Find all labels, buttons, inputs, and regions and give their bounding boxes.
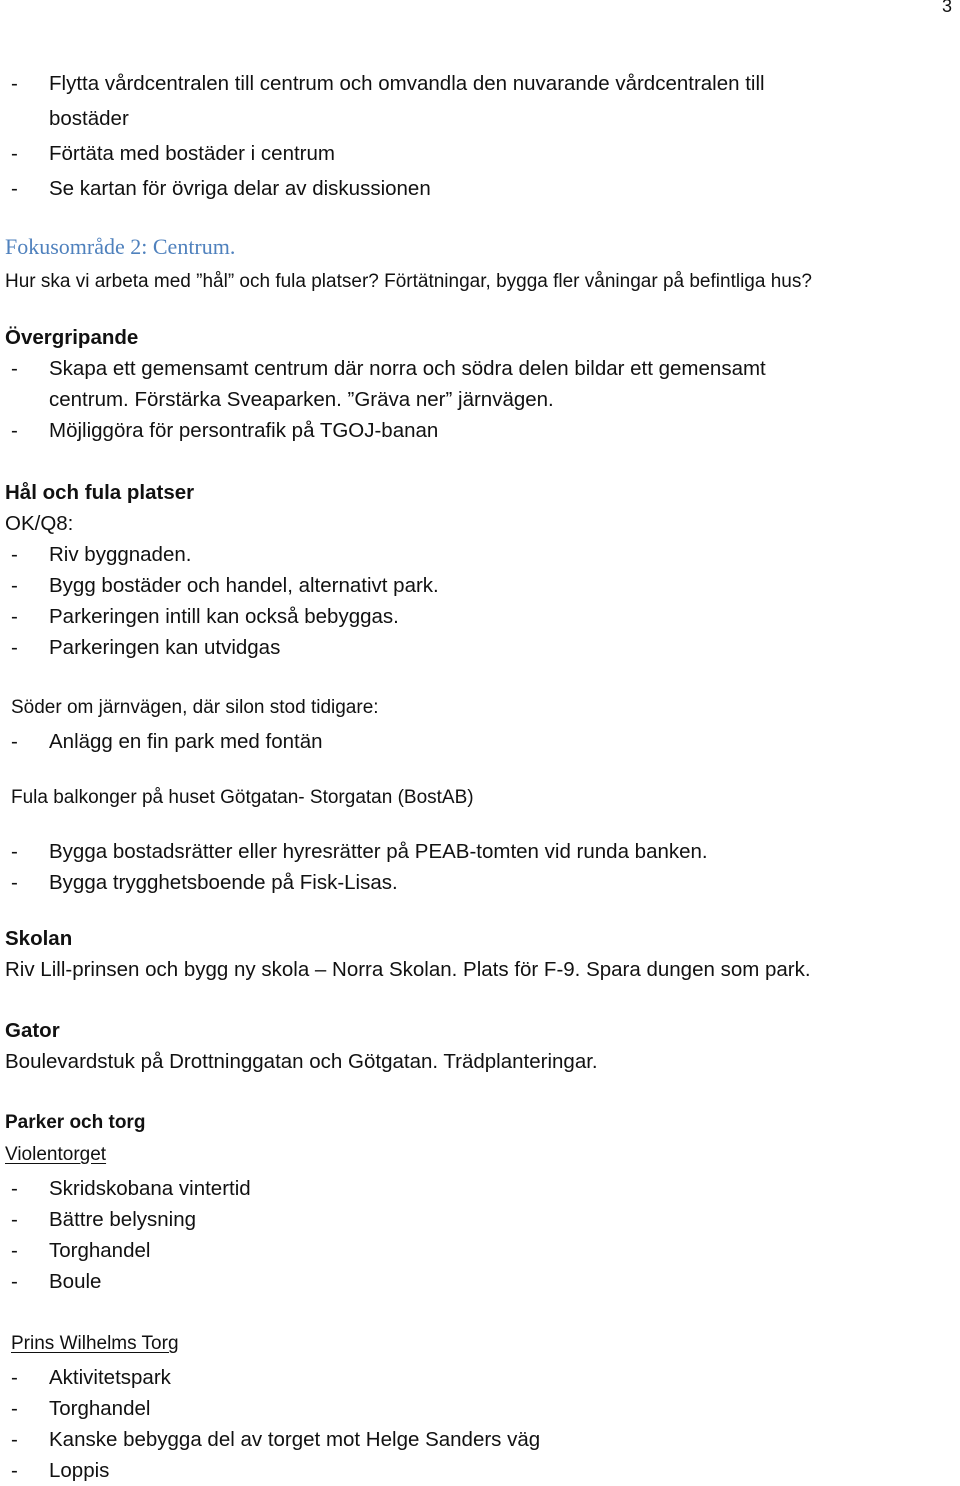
bullet-dash: - [11, 177, 18, 200]
fula-label: Fula balkonger på huset Götgatan- Storgatan (BostAB) [11, 787, 474, 808]
subheading-prins-wilhelms-torg: Prins Wilhelms Torg [11, 1333, 179, 1354]
list-item-continuation: centrum. Förstärka Sveaparken. ”Gräva ner” järnvägen. [49, 388, 554, 411]
subheading-violentorget: Violentorget [5, 1144, 107, 1165]
list-item-continuation: bostäder [49, 107, 129, 130]
bullet-dash: - [11, 871, 18, 894]
bullet-dash: - [11, 605, 18, 628]
heading-skolan: Skolan [5, 927, 73, 950]
page-number: 3 [941, 0, 952, 16]
heading-gator: Gator [5, 1019, 60, 1042]
bullet-dash: - [11, 730, 18, 753]
skolan-text: Riv Lill-prinsen och bygg ny skola – Norra Skolan. Plats för F-9. Spara dungen som park. [5, 958, 811, 981]
bullet-dash: - [11, 142, 18, 165]
heading-overgripande: Övergripande [5, 326, 139, 349]
bullet-dash: - [11, 1428, 18, 1451]
bullet-dash: - [11, 1208, 18, 1231]
bullet-dash: - [11, 574, 18, 597]
bullet-dash: - [11, 1177, 18, 1200]
gator-text: Boulevardstuk på Drottninggatan och Götgatan. Trädplanteringar. [5, 1050, 598, 1073]
heading-hal: Hål och fula platser [5, 481, 195, 504]
bullet-dash: - [11, 543, 18, 566]
bullet-dash: - [11, 72, 18, 95]
bullet-dash: - [11, 840, 18, 863]
subheading-okq8: OK/Q8: [5, 512, 74, 535]
bullet-dash: - [11, 1459, 18, 1482]
soder-label: Söder om järnvägen, där silon stod tidigare: [11, 697, 379, 718]
heading-parker: Parker och torg [5, 1112, 146, 1133]
section-title: Fokusområde 2: Centrum. [5, 234, 236, 259]
bullet-dash: - [11, 636, 18, 659]
bullet-dash: - [11, 1270, 18, 1293]
bullet-dash: - [11, 1366, 18, 1389]
focus-question: Hur ska vi arbeta med ”hål” och fula platser? Förtätningar, bygga fler våningar på befintliga hus? [5, 271, 812, 292]
bullet-dash: - [11, 357, 18, 380]
bullet-dash: - [11, 1397, 18, 1420]
bullet-dash: - [11, 419, 18, 442]
bullet-dash: - [11, 1239, 18, 1262]
